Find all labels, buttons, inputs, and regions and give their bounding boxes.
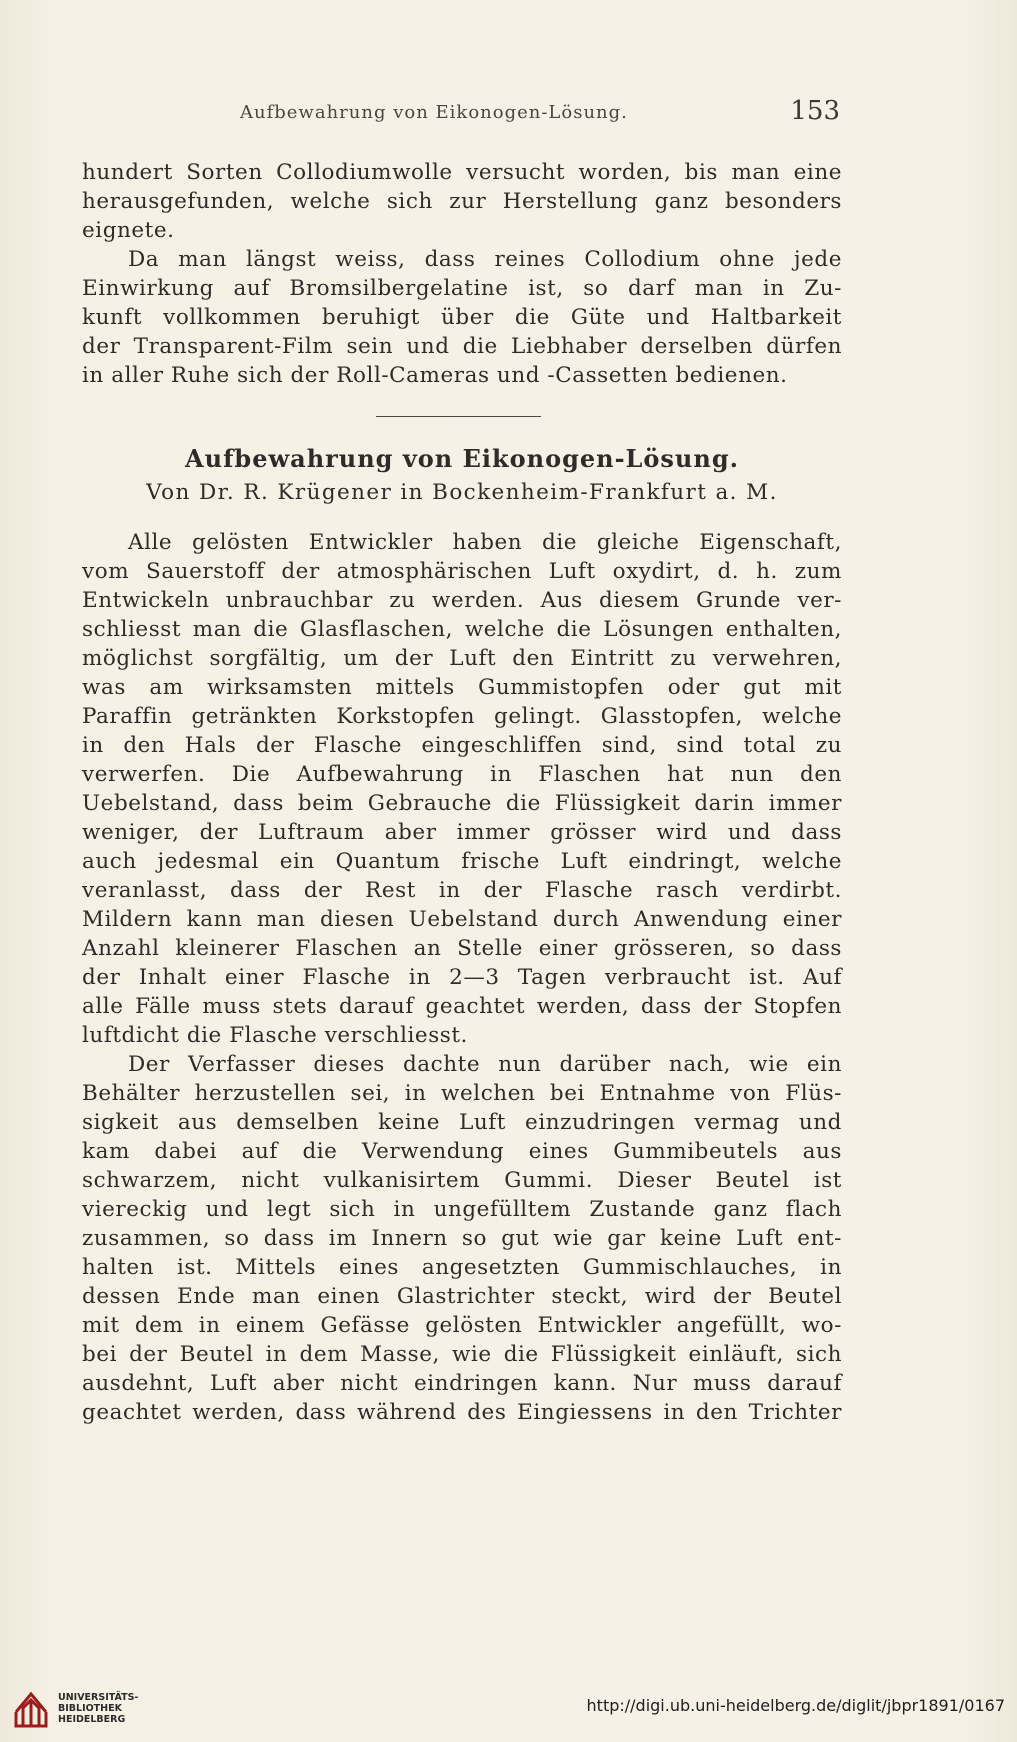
source-url-link[interactable]: http://digi.ub.uni-heidelberg.de/diglit/jbpr1891/0167: [586, 1696, 1005, 1715]
running-title: Aufbewahrung von Eikonogen-Lösung.: [240, 102, 628, 123]
paragraph: [82, 245, 842, 390]
text-line: mit dem in einem Gefässe gelösten Entwickler angefüllt, wo-: [82, 1313, 842, 1338]
text-line: Mildern kann man diesen Uebelstand durch Anwendung einer: [82, 907, 842, 932]
text-line: bei der Beutel in dem Masse, wie die Flüssigkeit einläuft, sich: [82, 1342, 842, 1367]
text-line: Alle gelösten Entwickler haben die gleiche Eigenschaft,: [128, 530, 842, 555]
text-line: Behälter herzustellen sei, in welchen bei Entnahme von Flüs-: [82, 1081, 842, 1106]
library-name-line: UNIVERSITÄTS-: [58, 1692, 139, 1703]
text-line: halten ist. Mittels eines angesetzten Gummischlauches, in: [82, 1255, 842, 1280]
text-line: in den Hals der Flasche eingeschliffen sind, sind total zu: [82, 733, 842, 758]
library-name: [58, 1692, 138, 1725]
text-line: kunft vollkommen beruhigt über die Güte und Haltbarkeit: [82, 305, 842, 330]
text-line: schliesst man die Glasflaschen, welche die Lösungen enthalten,: [82, 617, 842, 642]
article-byline: Von Dr. R. Krügener in Bockenheim-Frankfurt a. M.: [146, 480, 778, 505]
text-line: Einwirkung auf Bromsilbergelatine ist, so darf man in Zu-: [82, 276, 842, 301]
text-line: verwerfen. Die Aufbewahrung in Flaschen hat nun den: [82, 762, 842, 787]
previous-article-ending: [82, 158, 842, 390]
paragraph: [82, 1050, 842, 1427]
text-line: weniger, der Luftraum aber immer grösser wird und dass: [82, 820, 842, 845]
running-head: [80, 96, 840, 132]
text-line: zusammen, so dass im Innern so gut wie gar keine Luft ent-: [82, 1226, 842, 1251]
text-line: vom Sauerstoff der atmosphärischen Luft oxydirt, d. h. zum: [82, 559, 842, 584]
article-title: Aufbewahrung von Eikonogen-Lösung.: [185, 444, 739, 473]
digitization-footer: [0, 1680, 1017, 1742]
text-line: dessen Ende man einen Glastrichter steckt, wird der Beutel: [82, 1284, 842, 1309]
text-line: sigkeit aus demselben keine Luft einzudringen vermag und: [82, 1110, 842, 1135]
library-name-line: HEIDELBERG: [58, 1714, 126, 1725]
text-line: Uebelstand, dass beim Gebrauche die Flüssigkeit darin immer: [82, 791, 842, 816]
text-line: hundert Sorten Collodiumwolle versucht worden, bis man eine: [82, 160, 842, 185]
paragraph: [82, 158, 842, 245]
paragraph: [82, 528, 842, 1050]
text-line: luftdicht die Flasche verschliesst.: [82, 1023, 468, 1048]
library-name-line: BIBLIOTHEK: [58, 1703, 122, 1714]
section-divider: [376, 416, 541, 417]
text-line: schwarzem, nicht vulkanisirtem Gummi. Dieser Beutel ist: [82, 1168, 842, 1193]
text-line: auch jedesmal ein Quantum frische Luft eindringt, welche: [82, 849, 842, 874]
text-line: der Inhalt einer Flasche in 2—3 Tagen verbraucht ist. Auf: [82, 965, 842, 990]
text-line: in aller Ruhe sich der Roll-Cameras und -Cassetten bedienen.: [82, 363, 788, 388]
text-line: ausdehnt, Luft aber nicht eindringen kann. Nur muss darauf: [82, 1371, 842, 1396]
university-library-logo-icon: [12, 1686, 50, 1730]
text-line: Der Verfasser dieses dachte nun darüber nach, wie ein: [128, 1052, 842, 1077]
text-line: veranlasst, dass der Rest in der Flasche rasch verdirbt.: [82, 878, 842, 903]
article-body: [82, 528, 842, 1427]
text-line: geachtet werden, dass während des Eingiessens in den Trichter: [82, 1400, 842, 1425]
text-line: viereckig und legt sich in ungefülltem Zustande ganz flach: [82, 1197, 842, 1222]
text-line: kam dabei auf die Verwendung eines Gummibeutels aus: [82, 1139, 842, 1164]
text-line: möglichst sorgfältig, um der Luft den Eintritt zu verwehren,: [82, 646, 842, 671]
text-line: Entwickeln unbrauchbar zu werden. Aus diesem Grunde ver-: [82, 588, 842, 613]
page-number: 153: [790, 96, 840, 126]
text-line: alle Fälle muss stets darauf geachtet werden, dass der Stopfen: [82, 994, 842, 1019]
text-line: Da man längst weiss, dass reines Collodium ohne jede: [128, 247, 842, 272]
text-line: der Transparent-Film sein und die Liebhaber derselben dürfen: [82, 334, 842, 359]
text-line: Paraffin getränkten Korkstopfen gelingt. Glasstopfen, welche: [82, 704, 842, 729]
text-line: was am wirksamsten mittels Gummistopfen oder gut mit: [82, 675, 842, 700]
text-line: Anzahl kleinerer Flaschen an Stelle einer grösseren, so dass: [82, 936, 842, 961]
text-line: eignete.: [82, 218, 175, 243]
text-line: herausgefunden, welche sich zur Herstellung ganz besonders: [82, 189, 842, 214]
